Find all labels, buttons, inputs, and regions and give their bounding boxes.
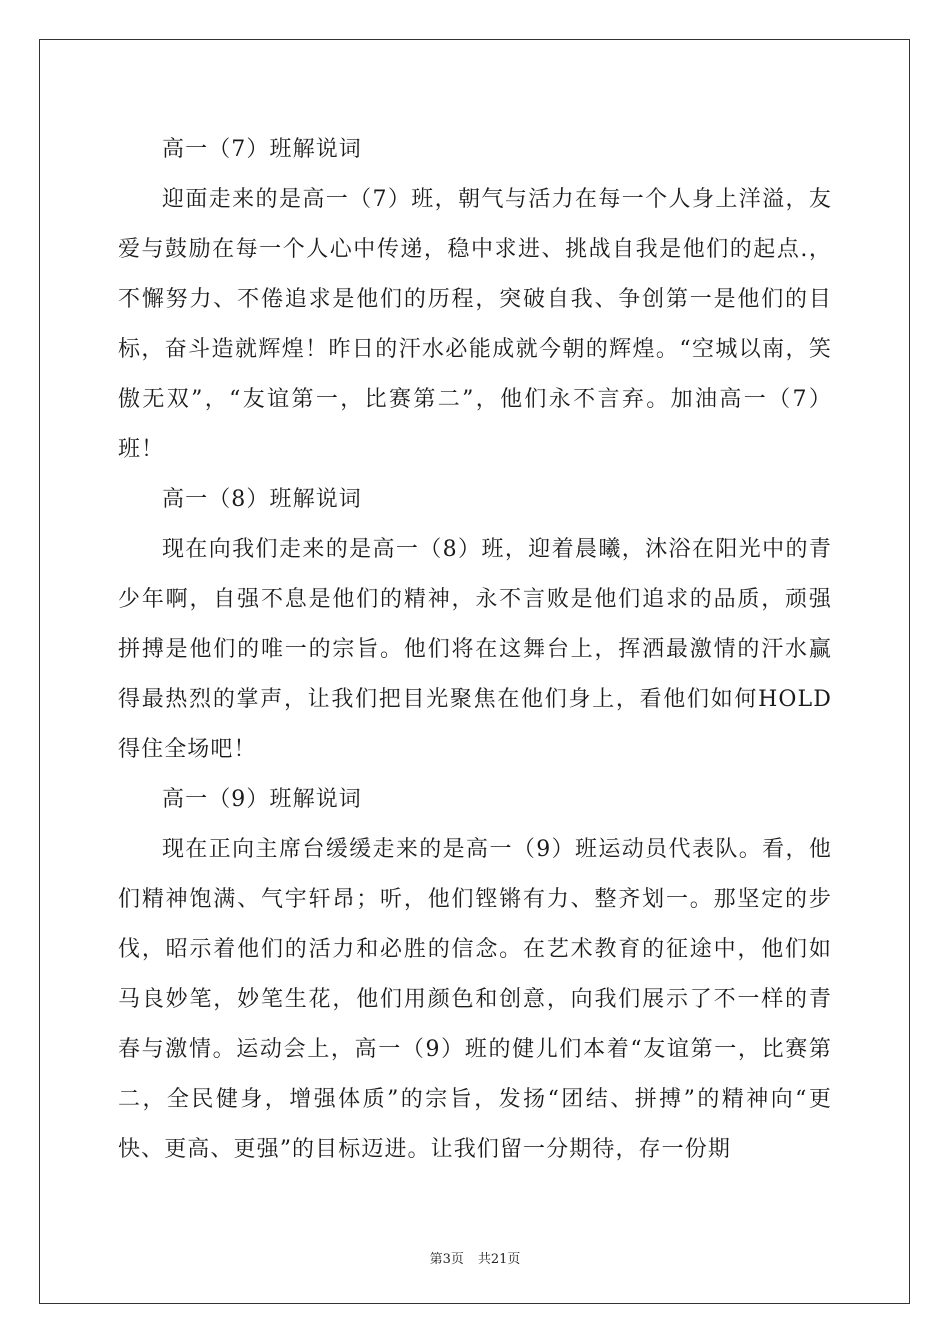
section-heading-class-9: 高一（9）班解说词 bbox=[162, 787, 362, 812]
page-number-current: 第3页 bbox=[429, 1252, 464, 1267]
section-body-class-9: 现在正向主席台缓缓走来的是高一（9）班运动员代表队。看，他们精神饱满、气宇轩昂；听，他们铿锵有力、整齐划一。那坚定的步伐，昭示着他们的活力和必胜的信念。在艺术教育的征途中，他们如马良妙笔，妙笔生花，他们用颜色和创意，向我们展示了不一样的青春与激情。运动会上，高一（9）班的健儿们本着“友谊第一，比赛第二，全民健身，增强体质”的宗旨，发扬“团结、拼搏”的精神向“更快、更高、更强”的目标迈进。让我们留一分期待，存一份期 bbox=[118, 837, 832, 1162]
page-number-total: 共21页 bbox=[477, 1252, 521, 1267]
page-footer bbox=[0, 1248, 950, 1267]
section-body-class-7: 迎面走来的是高一（7）班，朝气与活力在每一个人身上洋溢，友爱与鼓励在每一个人心中传递，稳中求进、挑战自我是他们的起点.，不懈努力、不倦追求是他们的历程，突破自我、争创第一是他们的目标，奋斗造就辉煌！昨日的汗水必能成就今朝的辉煌。“空城以南，笑傲无双”，“友谊第一，比赛第二”，他们永不言弃。加油高一（7）班！ bbox=[118, 187, 832, 462]
section-heading-class-7: 高一（7）班解说词 bbox=[162, 137, 362, 162]
document-body bbox=[118, 125, 832, 1175]
section-heading-class-8: 高一（8）班解说词 bbox=[162, 487, 362, 512]
section-body-class-8: 现在向我们走来的是高一（8）班，迎着晨曦，沐浴在阳光中的青少年啊，自强不息是他们的精神，永不言败是他们追求的品质，顽强拼搏是他们的唯一的宗旨。他们将在这舞台上，挥洒最激情的汗水赢得最热烈的掌声，让我们把目光聚焦在他们身上，看他们如何HOLD得住全场吧！ bbox=[118, 537, 832, 762]
